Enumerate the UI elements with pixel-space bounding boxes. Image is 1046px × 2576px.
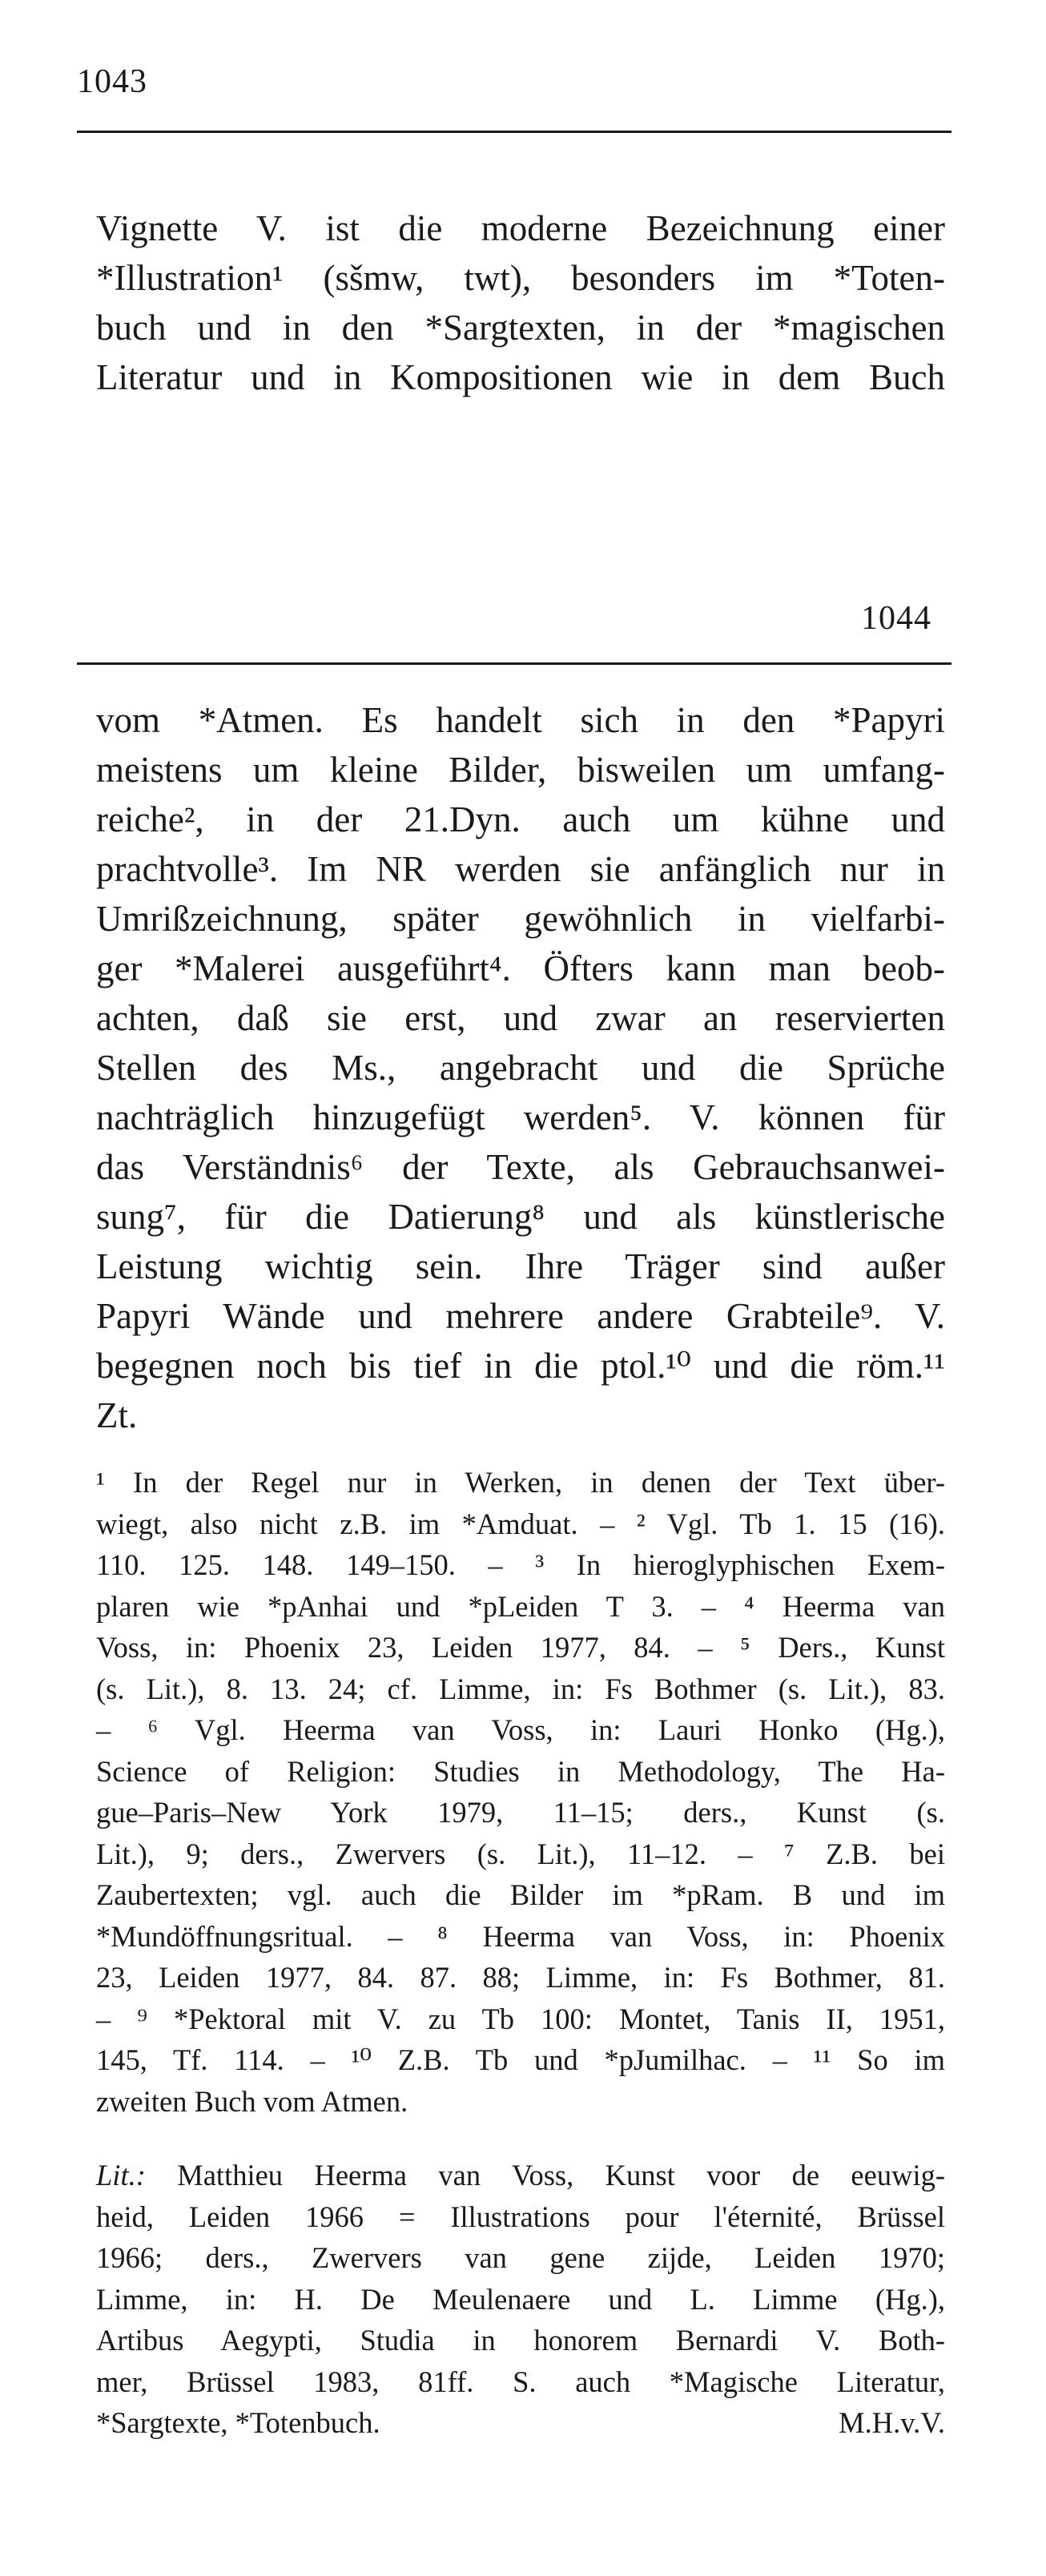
footnote-line: ¹ In der Regel nur in Werken, in denen der Text über- xyxy=(96,1466,945,1499)
literature-text: *Sargtexte, *Totenbuch. xyxy=(96,2406,380,2439)
body-line: Stellen des Ms., angebracht und die Sprüche xyxy=(96,1048,945,1088)
body-line: reiche², in der 21.Dyn. auch um kühne und xyxy=(96,799,945,839)
body-line: begegnen noch bis tief in die ptol.¹⁰ und die röm.¹¹ xyxy=(96,1346,945,1386)
footnote-line: (s. Lit.), 8. 13. 24; cf. Limme, in: Fs Bothmer (s. Lit.), 83. xyxy=(96,1672,945,1705)
literature-line xyxy=(96,2402,945,2444)
footnote-line: wiegt, also nicht z.B. im *Amduat. – ² Vgl. Tb 1. 15 (16). xyxy=(96,1507,945,1540)
body-line: vom *Atmen. Es handelt sich in den *Papyri xyxy=(96,700,945,740)
page-number-mid: 1044 xyxy=(861,600,931,637)
body-line: Leistung wichtig sein. Ihre Träger sind außer xyxy=(96,1246,945,1286)
footnote-line: gue–Paris–New York 1979, 11–15; ders., Kunst (s. xyxy=(96,1796,945,1829)
literature-line: heid, Leiden 1966 = Illustrations pour l'éternité, Brüssel xyxy=(96,2200,945,2233)
literature-text: Matthieu Heerma van Voss, Kunst voor de eeuwig- xyxy=(145,2159,945,2192)
body-line: Zt. xyxy=(96,1395,138,1435)
intro-line: Literatur und in Kompositionen wie in dem Buch xyxy=(96,357,945,397)
literature-section xyxy=(96,2155,945,2444)
page-number-top: 1043 xyxy=(77,63,147,100)
intro-line: Vignette V. ist die moderne Bezeichnung einer xyxy=(96,208,945,248)
footnote-line: plaren wie *pAnhai und *pLeiden T 3. – ⁴ Heerma van xyxy=(96,1589,945,1623)
footnote-line: 110. 125. 148. 149–150. – ³ In hieroglyphischen Exem- xyxy=(96,1548,945,1581)
body-paragraph xyxy=(96,695,945,1440)
footnote-line: – ⁹ *Pektoral mit V. zu Tb 100: Montet, Tanis II, 1951, xyxy=(96,2002,945,2035)
literature-line: mer, Brüssel 1983, 81ff. S. auch *Magische Literatur, xyxy=(96,2365,945,2398)
literature-line: Artibus Aegypti, Studia in honorem Bernardi V. Both- xyxy=(96,2324,945,2357)
intro-paragraph xyxy=(96,203,945,402)
body-line: ger *Malerei ausgeführt⁴. Öfters kann man beob- xyxy=(96,948,945,988)
literature-line xyxy=(96,2155,945,2196)
footnote-line: 23, Leiden 1977, 84. 87. 88; Limme, in: Fs Bothmer, 81. xyxy=(96,1961,945,1994)
body-line: sung⁷, für die Datierung⁸ und als künstlerische xyxy=(96,1197,945,1237)
literature-label: Lit.: xyxy=(96,2159,146,2192)
footnote-line: – ⁶ Vgl. Heerma van Voss, in: Lauri Honko (Hg.), xyxy=(96,1713,945,1746)
literature-line: Limme, in: H. De Meulenaere und L. Limme (Hg.), xyxy=(96,2282,945,2316)
footnote-line: Voss, in: Phoenix 23, Leiden 1977, 84. – ⁵ Ders., Kunst xyxy=(96,1631,945,1664)
body-line: meistens um kleine Bilder, bisweilen um umfang- xyxy=(96,750,945,790)
header-rule-top xyxy=(77,131,951,133)
body-line: achten, daß sie erst, und zwar an reservierten xyxy=(96,998,945,1038)
footnote-line: *Mundöffnungsritual. – ⁸ Heerma van Voss, in: Phoenix xyxy=(96,1919,945,1953)
footnotes xyxy=(96,1462,945,2122)
author-initials: M.H.v.V. xyxy=(839,2406,945,2439)
body-line: prachtvolle³. Im NR werden sie anfänglich nur in xyxy=(96,849,945,889)
footnote-line: Lit.), 9; ders., Zwervers (s. Lit.), 11–12. – ⁷ Z.B. bei xyxy=(96,1837,945,1870)
body-line: das Verständnis⁶ der Texte, als Gebrauchsanwei- xyxy=(96,1147,945,1187)
body-line: Papyri Wände und mehrere andere Grabteile⁹. V. xyxy=(96,1296,945,1336)
footnote-line: 145, Tf. 114. – ¹⁰ Z.B. Tb und *pJumilhac. – ¹¹ So im xyxy=(96,2043,945,2076)
intro-line: *Illustration¹ (sšmw, twt), besonders im *Toten- xyxy=(96,258,945,298)
header-rule-mid xyxy=(77,662,951,665)
body-line: Umrißzeichnung, später gewöhnlich in vielfarbi- xyxy=(96,899,945,939)
body-line: nachträglich hinzugefügt werden⁵. V. können für xyxy=(96,1097,945,1137)
footnote-line: Zaubertexten; vgl. auch die Bilder im *pRam. B und im xyxy=(96,1878,945,1911)
literature-line: 1966; ders., Zwervers van gene zijde, Leiden 1970; xyxy=(96,2241,945,2274)
intro-line: buch und in den *Sargtexten, in der *magischen xyxy=(96,308,945,348)
footnote-line: zweiten Buch vom Atmen. xyxy=(96,2084,408,2118)
footnote-line: Science of Religion: Studies in Methodology, The Ha- xyxy=(96,1754,945,1788)
